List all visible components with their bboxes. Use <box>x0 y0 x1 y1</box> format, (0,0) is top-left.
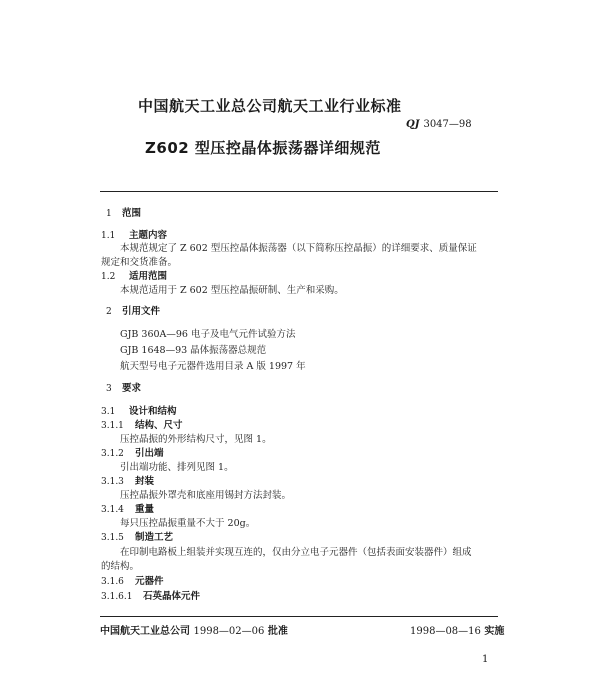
organization-title: 中国航天工业总公司航天工业行业标准 <box>138 97 402 115</box>
section-number: 2 <box>106 307 112 317</box>
section-number: 3.1.5 <box>101 533 124 543</box>
section-1-1-body-line-2: 规定和交货准备。 <box>101 257 178 268</box>
approval-label: 批准 <box>267 626 288 637</box>
section-title: 引用文件 <box>122 306 161 317</box>
section-1-2-heading <box>101 271 167 283</box>
section-title: 适用范围 <box>129 271 168 282</box>
page-number: 1 <box>482 654 489 665</box>
section-1-2-body: 本规范适用于 Z 602 型压控晶振研制、生产和采购。 <box>120 285 344 296</box>
section-3-1-5-body-line-2: 的结构。 <box>101 561 140 572</box>
section-1-heading <box>106 208 141 220</box>
effective-label: 实施 <box>484 626 505 637</box>
section-3-1-6-heading <box>101 576 164 588</box>
standard-code: 3047—98 <box>423 119 472 130</box>
standard-number <box>406 119 472 130</box>
section-3-1-2-body: 引出端功能、排列见图 1。 <box>120 462 234 473</box>
section-2-heading <box>106 306 160 318</box>
section-3-1-4-heading <box>101 504 154 516</box>
section-number: 3.1.6 <box>101 577 124 587</box>
section-number: 3.1.6.1 <box>101 592 133 602</box>
section-number: 3.1.4 <box>101 505 124 515</box>
section-number: 3.1.1 <box>101 421 124 431</box>
section-number: 3.1 <box>101 407 116 417</box>
section-title: 要求 <box>122 383 142 394</box>
section-title: 结构、尺寸 <box>135 420 183 431</box>
effective-line <box>410 622 504 637</box>
header-divider <box>100 191 498 192</box>
section-3-1-6-1-heading <box>101 591 200 603</box>
section-3-1-4-body: 每只压控晶振重量不大于 20g。 <box>120 518 256 529</box>
section-number: 1.2 <box>101 272 116 282</box>
reference-gjb-1648: GJB 1648—93 晶体振荡器总规范 <box>120 345 267 356</box>
section-3-1-2-heading <box>101 448 164 460</box>
section-number: 3.1.2 <box>101 449 124 459</box>
approval-date: 1998—02—06 <box>193 626 265 637</box>
section-title: 范围 <box>122 208 142 219</box>
section-title: 制造工艺 <box>135 532 174 543</box>
section-3-1-5-body-line-1: 在印制电路板上组装并实现互连的，仅由分立电子元器件（包括表面安装器件）组成 <box>120 547 472 558</box>
section-3-1-1-body: 压控晶振的外形结构尺寸，见图 1。 <box>120 434 272 445</box>
section-1-1-heading <box>101 230 167 242</box>
section-3-1-1-heading <box>101 420 183 432</box>
section-3-1-heading <box>101 406 177 418</box>
section-3-heading <box>106 383 141 395</box>
footer-divider <box>100 616 498 617</box>
effective-date: 1998—08—16 <box>410 626 481 637</box>
section-title: 引出端 <box>135 448 164 459</box>
section-number: 1.1 <box>101 231 116 241</box>
section-number: 3.1.3 <box>101 477 124 487</box>
reference-gjb-360a: GJB 360A—96 电子及电气元件试验方法 <box>120 329 296 340</box>
section-3-1-3-heading <box>101 476 154 488</box>
section-title: 设计和结构 <box>129 406 177 417</box>
document-title: Z602 型压控晶体振荡器详细规范 <box>145 139 381 157</box>
section-number: 3 <box>106 384 112 394</box>
section-title: 主题内容 <box>129 230 168 241</box>
section-number: 1 <box>106 209 112 219</box>
issuer: 中国航天工业总公司 <box>100 626 190 637</box>
section-title: 石英晶体元件 <box>143 591 201 602</box>
standard-prefix: QJ <box>406 119 420 130</box>
section-1-1-body-line-1: 本规范规定了 Z 602 型压控晶体振荡器（以下简称压控晶振）的详细要求、质量保证 <box>120 243 477 254</box>
section-title: 元器件 <box>135 576 164 587</box>
section-3-1-3-body: 压控晶振外罩壳和底座用锡封方法封装。 <box>120 490 292 501</box>
section-title: 封装 <box>135 476 155 487</box>
section-title: 重量 <box>135 504 155 515</box>
reference-component-catalog: 航天型号电子元器件选用目录 A 版 1997 年 <box>120 361 306 372</box>
section-3-1-5-heading <box>101 532 173 544</box>
approval-line <box>100 622 288 637</box>
